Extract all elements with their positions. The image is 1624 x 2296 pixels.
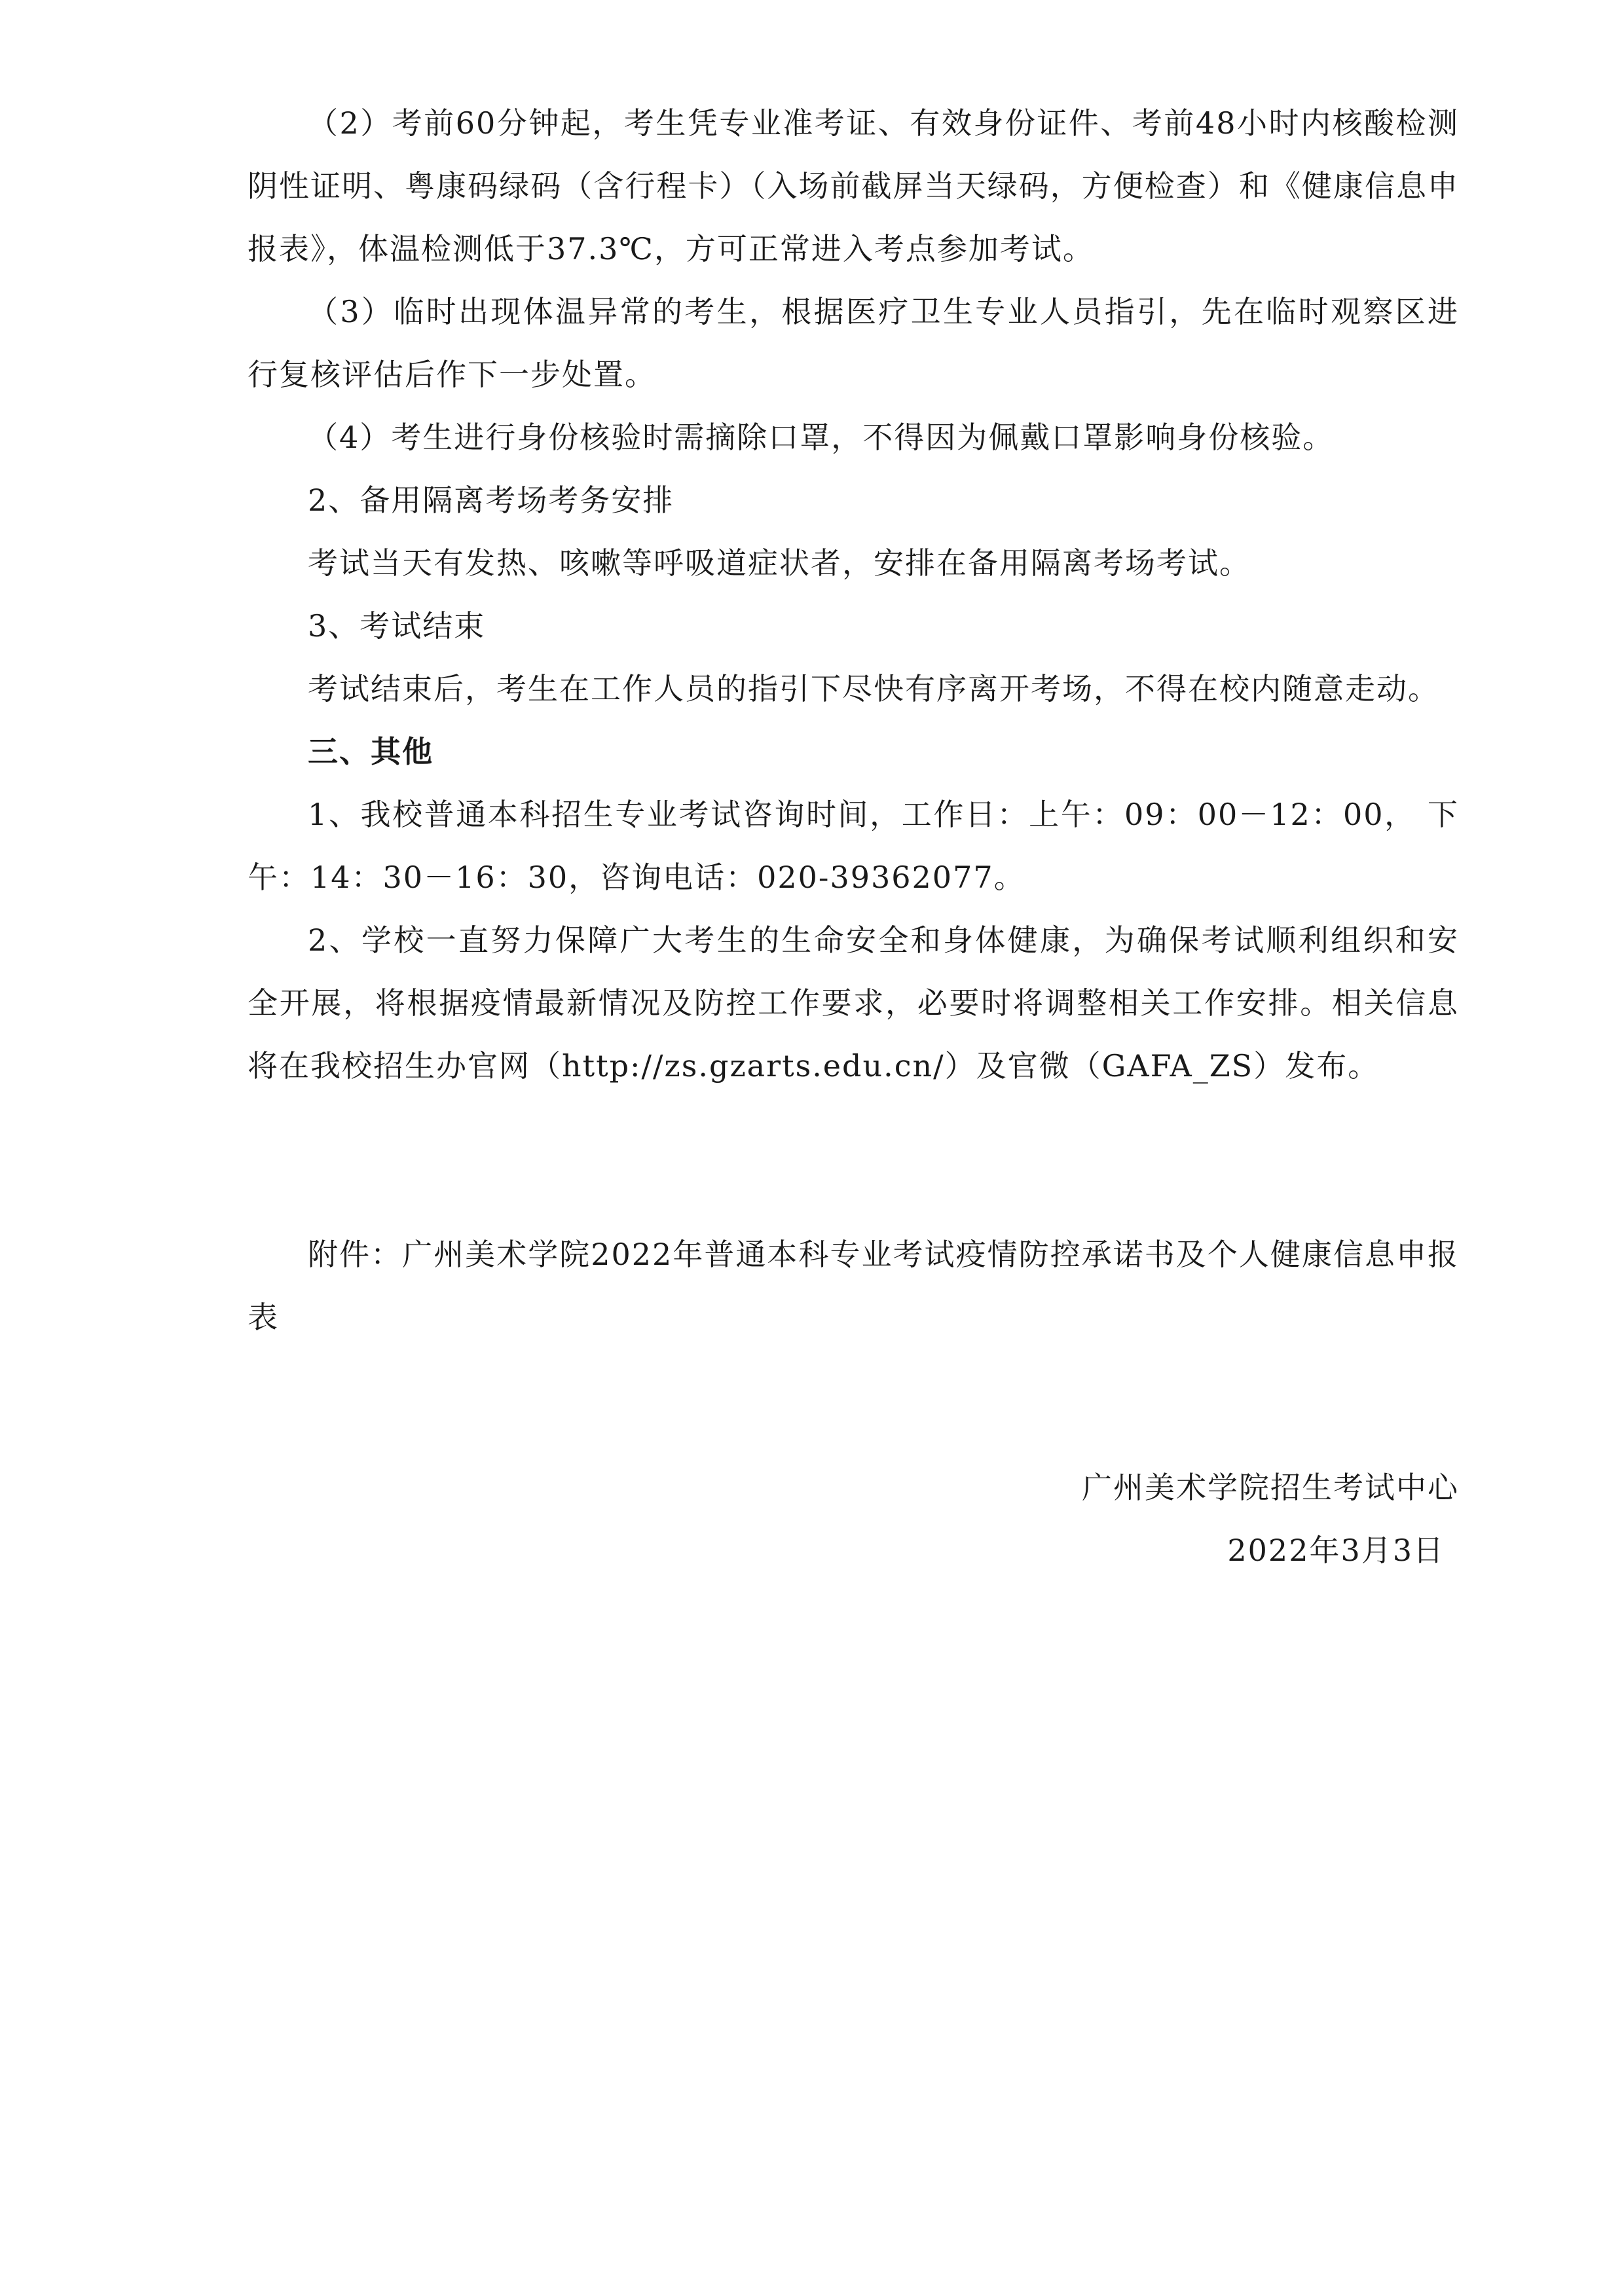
paragraph-consultation: 1、我校普通本科招生专业考试咨询时间，工作日：上午：09：00－12：00， 下午：14：30－16：30，咨询电话：020-39362077。 bbox=[248, 797, 1459, 895]
subheading-isolation-room: 2、备用隔离考场考务安排 bbox=[308, 483, 674, 518]
paragraph-isolation-room: 考试当天有发热、咳嗽等呼吸道症状者，安排在备用隔离考场考试。 bbox=[308, 545, 1251, 581]
signature-organization: 广州美术学院招生考试中心 bbox=[1082, 1470, 1459, 1505]
paragraph-safety-notice: 2、学校一直努力保障广大考生的生命安全和身体健康，为确保考试顺利组织和安全开展，将根据疫情最新情况及防控工作要求，必要时将调整相关工作安排。相关信息将在我校招生办官网（http://zs.gzarts.edu.cn/）及官微（GAFA_ZS）发布。 bbox=[248, 922, 1459, 1084]
signature-date: 2022年3月3日 bbox=[1227, 1533, 1445, 1568]
subheading-exam-end: 3、考试结束 bbox=[308, 608, 486, 644]
paragraph-identity-verification: （4）考生进行身份核验时需摘除口罩，不得因为佩戴口罩影响身份核验。 bbox=[308, 420, 1335, 455]
section-heading-other: 三、其他 bbox=[308, 734, 434, 769]
paragraph-entry-requirements: （2）考前60分钟起，考生凭专业准考证、有效身份证件、考前48小时内核酸检测阴性证明、粤康码绿码（含行程卡）（入场前截屏当天绿码，方便检查）和《健康信息申报表》，体温检测低于37.3℃，方可正常进入考点参加考试。 bbox=[248, 105, 1459, 266]
signature-block bbox=[1082, 1456, 1459, 1582]
blank-space bbox=[248, 1097, 1459, 1223]
paragraph-abnormal-temperature: （3）临时出现体温异常的考生，根据医疗卫生专业人员指引，先在临时观察区进行复核评估后作下一步处置。 bbox=[248, 294, 1459, 392]
attachment-note: 附件：广州美术学院2022年普通本科专业考试疫情防控承诺书及个人健康信息申报表 bbox=[248, 1237, 1459, 1335]
document-body bbox=[248, 92, 1459, 1349]
paragraph-exam-end: 考试结束后，考生在工作人员的指引下尽快有序离开考场，不得在校内随意走动。 bbox=[308, 671, 1439, 706]
